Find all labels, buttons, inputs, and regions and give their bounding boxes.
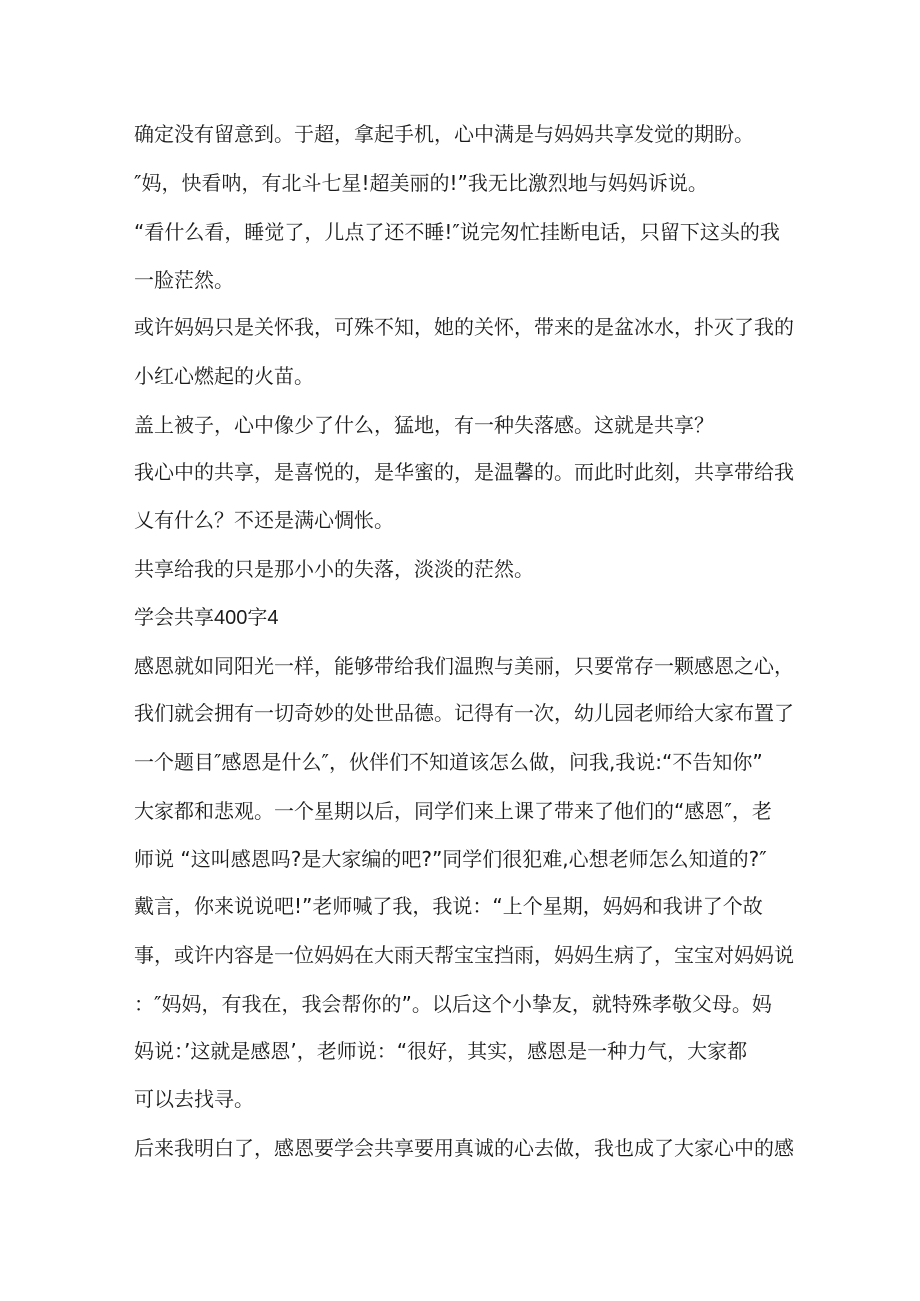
- text-line: 一个题目″感恩是什么″，伙伴们不知道该怎么做，问我,我说:“不告知你”: [134, 750, 763, 774]
- text-line: ″妈，快看呐，有北斗七星!超美丽的!”我无比激烈地与妈妈诉说。: [134, 171, 708, 195]
- text-line: 或许妈妈只是关怀我，可殊不知，她的关怀，带来的是盆冰水，扑灭了我的: [134, 315, 794, 339]
- text-line: 乂有什么？不还是满心惆怅。: [134, 508, 394, 532]
- text-line: 可以去找寻。: [134, 1087, 254, 1111]
- text-line: 确定没有留意到。于超，拿起手机，心中满是与妈妈共享发觉的期盼。: [134, 122, 754, 146]
- text-line: 盖上被子，心中像少了什么，猛地，有一种失落感。这就是共享？: [134, 413, 714, 437]
- text-line: “看什么看，睡觉了，儿点了还不睡!″说完匆忙挂断电话，只留下这头的我: [134, 220, 780, 244]
- text-line: 我们就会拥有一切奇妙的处世品德。记得有一次，幼儿园老师给大家布置了: [134, 701, 794, 725]
- text-line: 一脸茫然。: [134, 268, 234, 292]
- text-line: 后来我明白了，感恩要学会共享要用真诚的心去做，我也成了大家心中的感: [134, 1136, 794, 1160]
- text-line: 大家都和悲观。一个星期以后，同学们来上课了带来了他们的“感恩″，老: [134, 799, 772, 823]
- text-line: ：″妈妈，有我在，我会帮你的”。以后这个小挚友，就特殊孝敬父母。妈: [134, 992, 772, 1016]
- text-line: 小红心燃起的火苗。: [134, 364, 314, 388]
- text-line: 戴言，你来说说吧!”老师喊了我，我说：“上个星期，妈妈和我讲了个故: [134, 894, 763, 918]
- section-heading: 学会共享400字4: [134, 607, 279, 629]
- text-line: 我心中的共享，是喜悦的，是华蜜的，是温馨的。而此时此刻，共享带给我: [134, 460, 794, 484]
- text-line: 师说 “这叫感恩吗?是大家编的吧?”同学们很犯难,心想老师怎么知道的?″: [134, 847, 767, 871]
- text-line: 共享给我的只是那小小的失落，淡淡的茫然。: [134, 557, 534, 581]
- text-line: 妈说：’这就是感恩’，老师说：“很好，其实，感恩是一种力气，大家都: [134, 1039, 748, 1063]
- text-line: 感恩就如同阳光一样，能够带给我们温煦与美丽，只要常存一颗感恩之心，: [134, 654, 794, 678]
- text-line: 事，或许内容是一位妈妈在大雨天帮宝宝挡雨，妈妈生病了，宝宝对妈妈说: [134, 943, 794, 967]
